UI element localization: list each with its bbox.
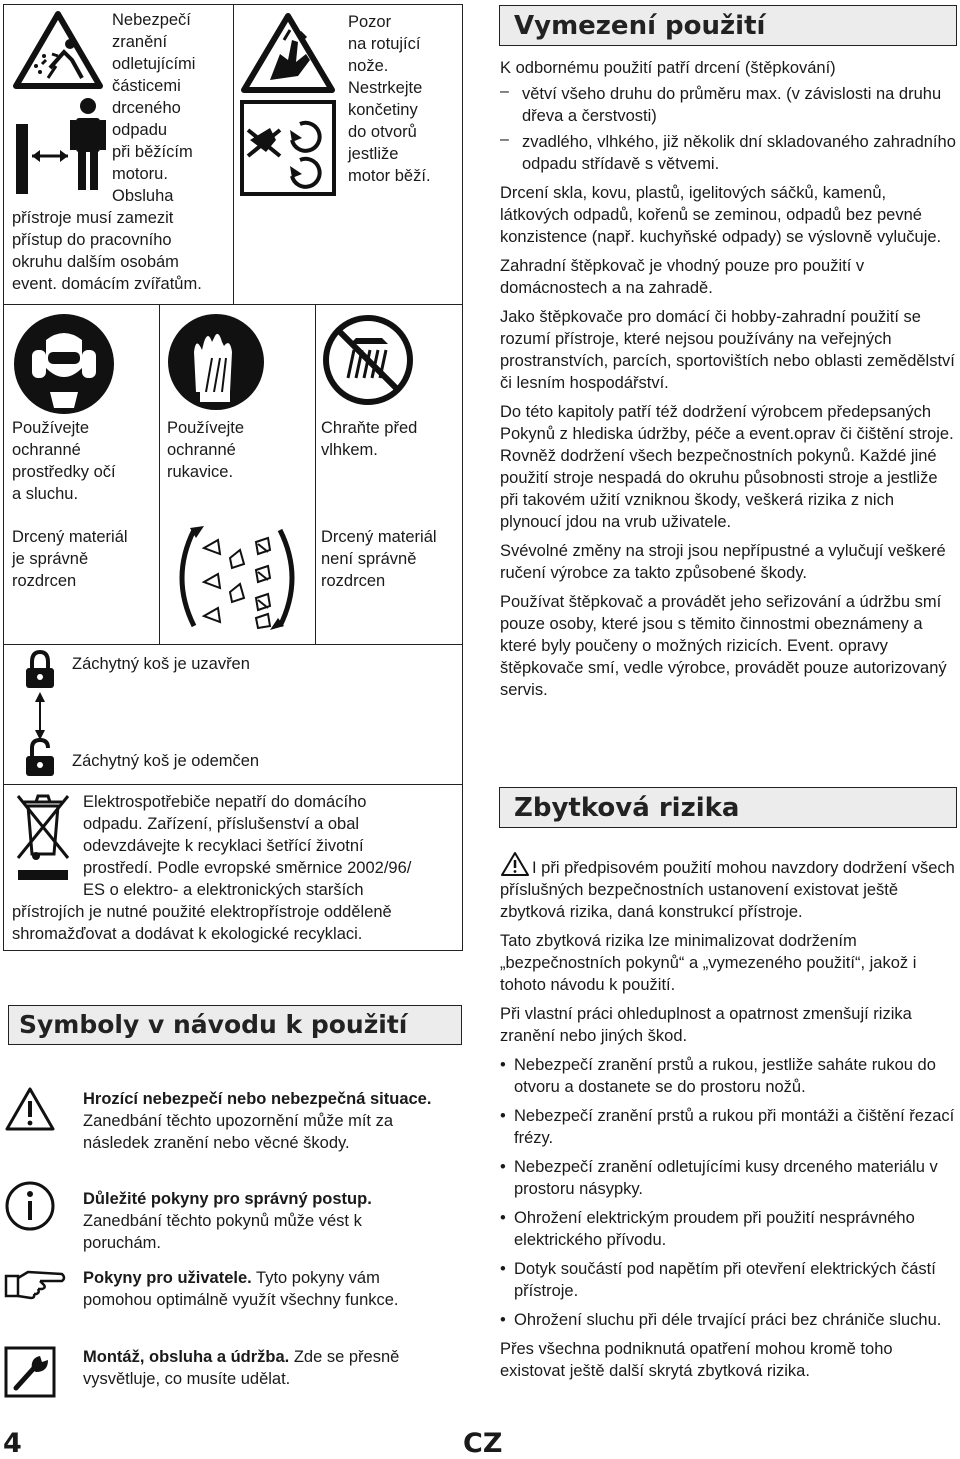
text-line: přístroje musí zamezit <box>12 209 174 227</box>
dash-marker: – <box>500 131 509 148</box>
important-symbol-text: Zanedbání těchto pokynů může vést k poruchám. <box>83 1212 362 1252</box>
text-line: odpadu. Zařízení, příslušenství a obal <box>83 815 360 833</box>
list-item: • Ohrožení elektrickým proudem při použití nesprávného elektrického přívodu. <box>500 1207 958 1251</box>
assembly-symbol-text: Zde se přesně vysvětluje, co musíte udělat. <box>83 1348 400 1388</box>
gloves-text <box>167 417 313 483</box>
user-symbol-title: Pokyny pro uživatele. <box>83 1269 252 1287</box>
text-line: prostředí. Podle evropské směrnice 2002/96/ <box>83 859 412 877</box>
symbols-heading: Symboly v návodu k použití <box>8 1005 462 1045</box>
assembly-symbol-title: Montáž, obsluha a údržba. <box>83 1348 290 1366</box>
usage-paragraph: Drcení skla, kovu, plastů, igelitových sáčků, kamenů, látkových odpadů, kořenů se zeminou, odpadů bez pevné konzistence (např. kuchyňské odpady) se výslovně vylučuje. <box>500 184 942 246</box>
text-line: zranění <box>112 33 168 51</box>
text-line: Nebezpečí <box>112 11 191 29</box>
particles-text-bottom <box>12 207 230 295</box>
risks-heading: Zbytková rizika <box>499 787 957 828</box>
bin-unlocked-label: Záchytný koš je odemčen <box>72 752 260 770</box>
text-line: Chraňte před <box>321 419 418 437</box>
text-line: rozdrcen <box>12 572 77 590</box>
risks-section <box>500 851 958 1389</box>
flying-debris-warning-icon <box>12 8 104 92</box>
bin-locked-label: Záchytný koš je uzavřen <box>72 655 250 673</box>
text-line: Používejte <box>12 419 90 437</box>
language-code: CZ <box>463 1428 503 1459</box>
risks-paragraph-text: I při předpisovém použití mohou navzdory dodržení všech příslušných bezpečnostních ustanovení existovat ještě zbytková rizika, daná konstrukcí přístroje. <box>500 859 955 921</box>
warning-symbol-text: Zanedbání těchto upozornění může mít za následek zranění nebo věcné škody. <box>83 1112 394 1152</box>
dash-marker: – <box>500 83 509 100</box>
usage-dash-item <box>500 83 958 127</box>
list-item: • Nebezpečí zranění prstů a rukou při montáži a čištění řezací frézy. <box>500 1105 958 1149</box>
no-rain-icon <box>322 314 414 406</box>
text-line: odletujícími <box>112 55 196 73</box>
text-line: nože. <box>348 57 389 75</box>
text-line: Drcený materiál <box>12 528 128 546</box>
knives-text <box>348 11 460 187</box>
hand-injury-warning-icon <box>240 10 336 96</box>
text-line: končetiny <box>348 101 418 119</box>
important-symbol-title: Důležité pokyny pro správný postup. <box>83 1190 372 1208</box>
warning-symbol-desc <box>83 1088 463 1154</box>
info-icon <box>4 1180 56 1232</box>
text-line: Drcený materiál <box>321 528 437 546</box>
bin-lock-icon <box>22 650 58 780</box>
text-line: není správně <box>321 550 417 568</box>
text-line: Obsluha <box>112 187 174 205</box>
dash-text: zvadlého, vlhkého, již několik dní skladovaného zahradního odpadu střídavě s větvemi. <box>522 133 956 173</box>
chip-quality-comparison-icon <box>164 518 310 638</box>
warning-triangle-icon <box>500 851 530 877</box>
list-item: • Nebezpečí zranění odletujícími kusy drceného materiálu v prostoru násypky. <box>500 1156 958 1200</box>
text-line: Používejte <box>167 419 245 437</box>
text-line: odpadu <box>112 121 168 139</box>
text-line: Elektrospotřebiče nepatří do domácího <box>83 793 367 811</box>
bad-chips-text <box>321 526 461 592</box>
usage-paragraph: Jako štěpkovače pro domácí či hobby-zahradní použití se rozumí přístroje, které nejsou používány na veřejných prostranstvích, parcích, sportovištích nebo oblasti zemědělství či lesním hospodářství. <box>500 308 955 392</box>
text-line: Nestrkejte <box>348 79 423 97</box>
text-line: je správně <box>12 550 89 568</box>
text-line: odevzdávejte k recyklaci šetřící životní <box>83 837 364 855</box>
usage-paragraph: Svévolné změny na stroji jsou nepřípustné a vylučují veškeré ručení výrobce za takto způsobené škody. <box>500 542 946 582</box>
warning-triangle-icon <box>4 1086 56 1132</box>
wrench-icon <box>4 1346 56 1398</box>
usage-section <box>500 57 958 708</box>
text-line: přístup do pracovního <box>12 231 172 249</box>
moisture-text <box>321 417 461 461</box>
usage-paragraph: Zahradní štěpkovač je vhodný pouze pro použití v domácnostech a na zahradě. <box>500 257 865 297</box>
rotating-knives-icon <box>240 100 336 196</box>
pointing-hand-icon <box>4 1266 66 1302</box>
eyes-text <box>12 417 158 505</box>
risks-paragraph: Při vlastní práci ohleduplnost a opatrnost zmenšují rizika zranění nebo jiných škod. <box>500 1005 912 1045</box>
usage-intro: K odbornému použití patří drcení (štěpkování) <box>500 59 836 77</box>
text-line: event. domácím zvířatům. <box>12 275 202 293</box>
text-line: ochranné <box>167 441 236 459</box>
user-symbol-desc <box>83 1267 453 1311</box>
risks-paragraph: Přes všechna podniknutá opatření mohou kromě toho existovat ještě další skrytá zbytková rizika. <box>500 1340 893 1380</box>
page-number: 4 <box>3 1428 22 1459</box>
good-chips-text <box>12 526 158 592</box>
list-item: • Ohrožení sluchu při déle trvající práci bez chrániče sluchu. <box>500 1309 958 1331</box>
usage-heading: Vymezení použití <box>499 5 957 46</box>
usage-dash-item <box>500 131 958 175</box>
usage-paragraph: Používat štěpkovač a provádět jeho seřizování a údržbu smí pouze osoby, které jsou s těmito činnostmi obeznámeny a které byly poučeny o možných rizicích. Event. opravy štěpkovače smí, vedle výrobce, provádět pouze autorizovaný servis. <box>500 593 947 699</box>
text-line: ochranné <box>12 441 81 459</box>
text-line: motoru. <box>112 165 168 183</box>
text-line: Pozor <box>348 13 392 31</box>
user-symbol-text: Tyto pokyny vám pomohou optimálně využít všechny funkce. <box>83 1269 399 1309</box>
safe-distance-icon <box>12 96 112 196</box>
weee-text-full <box>12 901 458 945</box>
text-line: drceného <box>112 99 181 117</box>
risks-paragraph: Tato zbytková rizika lze minimalizovat dodržením „bezpečnostních pokynů“ a „vymezeného použití“, jakož i tohoto návodu k použití. <box>500 932 917 994</box>
usage-paragraph: Do této kapitoly patří též dodržení výrobcem předepsaných Pokynů z hlediska údržby, péče a event.oprav či čištění stroje. Rovněž dodržení všech bezpečnostních pokynů. Každé jiné použití stroje nespadá do okruhu působnosti stroje a jestliže při takovém užití vzniknou škody, veškerá rizika z nich plynoucí jdou na vrub uživatele. <box>500 403 954 531</box>
list-item: • Dotyk součástí pod napětím při otevření elektrických částí přístroje. <box>500 1258 958 1302</box>
text-line: na rotující <box>348 35 421 53</box>
dash-text: větví všeho druhu do průměru max. (v závislosti na druhu dřeva a čerstvosti) <box>522 85 942 125</box>
particles-text-right <box>112 9 232 207</box>
text-line: přístrojích je nutné použité elektropřístroje odděleně <box>12 903 392 921</box>
crossed-bin-icon <box>14 792 72 882</box>
text-line: částicemi <box>112 77 181 95</box>
weee-text-right <box>83 791 459 901</box>
text-line: ES o elektro- a elektronických starších <box>83 881 364 899</box>
text-line: a sluchu. <box>12 485 79 503</box>
list-item: • Nebezpečí zranění prstů a rukou, jestliže saháte rukou do otvoru a dostanete se do prostoru nožů. <box>500 1054 958 1098</box>
text-line: jestliže <box>348 145 399 163</box>
text-line: rozdrcen <box>321 572 386 590</box>
text-line: při běžícím <box>112 143 193 161</box>
gloves-icon <box>166 312 266 412</box>
risks-paragraph <box>500 851 958 923</box>
important-symbol-desc <box>83 1188 443 1254</box>
risks-list <box>500 1054 958 1331</box>
text-line: prostředky očí <box>12 463 116 481</box>
assembly-symbol-desc <box>83 1346 463 1390</box>
eye-ear-protection-icon <box>12 312 116 416</box>
text-line: motor běží. <box>348 167 431 185</box>
text-line: do otvorů <box>348 123 417 141</box>
text-line: shromažďovat a dodávat k ekologické recyklaci. <box>12 925 363 943</box>
text-line: rukavice. <box>167 463 234 481</box>
warning-symbol-title: Hrozící nebezpečí nebo nebezpečná situace. <box>83 1090 432 1108</box>
text-line: okruhu dalším osobám <box>12 253 179 271</box>
text-line: vlhkem. <box>321 441 378 459</box>
